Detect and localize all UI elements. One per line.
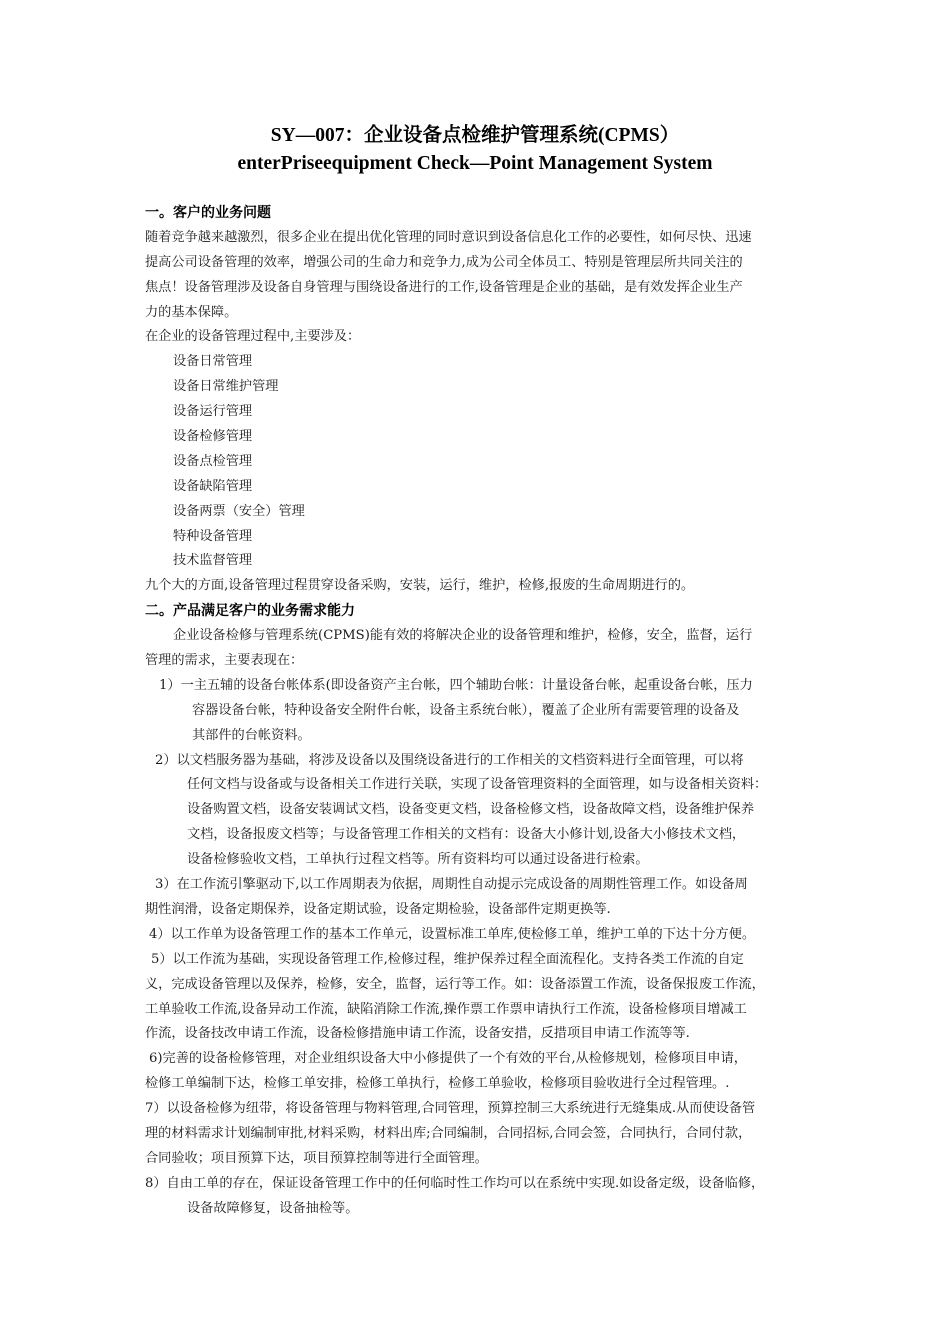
text-line: 合同验收；项目预算下达，项目预算控制等进行全面管理。 [145, 1150, 488, 1166]
text-line: 5）以工作流为基础，实现设备管理工作,检修过程，维护保养过程全面流程化。支持各类工作流的自定 [151, 951, 744, 967]
title-line-1: SY—007：企业设备点检维护管理系统(CPMS） [270, 125, 680, 146]
text-line: 设备运行管理 [173, 404, 253, 420]
text-line: 义，完成设备管理以及保养，检修，安全，监督，运行等工作。如：设备添置工作流，设备保报废工作流， [145, 976, 765, 992]
text-line: 7）以设备检修为纽带，将设备管理与物料管理,合同管理，预算控制三大系统进行无缝集成.从而使设备管 [145, 1101, 756, 1117]
text-line: 设备点检管理 [173, 453, 253, 469]
text-line: 随着竞争越来越激烈，很多企业在提出优化管理的同时意识到设备信息化工作的必要性，如何尽快、迅速 [145, 229, 752, 245]
text-line: 设备检修管理 [173, 429, 253, 445]
text-line: 企业设备检修与管理系统(CPMS)能有效的将解决企业的设备管理和维护，检修，安全，监督，运行 [173, 628, 753, 644]
text-line: 容器设备台帐，特种设备安全附件台帐，设备主系统台帐），覆盖了企业所有需要管理的设备及 [192, 702, 740, 718]
text-line: 技术监督管理 [173, 553, 253, 569]
text-line: 提高公司设备管理的效率，增强公司的生命力和竞争力,成为公司全体员工、特别是管理层所共同关注的 [145, 254, 743, 270]
text-line: 特种设备管理 [173, 528, 253, 544]
text-line: 焦点！设备管理涉及设备自身管理与围绕设备进行的工作,设备管理是企业的基础，是有效发挥企业生产 [145, 279, 743, 295]
text-line: 设备日常维护管理 [173, 379, 279, 395]
text-line: 设备缺陷管理 [173, 478, 253, 494]
text-line: 在企业的设备管理过程中,主要涉及： [145, 329, 361, 345]
title-block [0, 122, 950, 178]
text-line: 设备故障修复，设备抽检等。 [187, 1200, 359, 1216]
section-heading: 二。产品满足客户的业务需求能力 [145, 603, 355, 620]
text-line: 作流，设备技改申请工作流，设备检修措施申请工作流，设备安措，反措项目申请工作流等等. [145, 1026, 690, 1042]
text-line: 工单验收工作流,设备异动工作流，缺陷消除工作流,操作票工作票申请执行工作流，设备检修项目增减工 [145, 1001, 747, 1017]
section-heading: 一。客户的业务问题 [145, 205, 271, 221]
text-line: 1）一主五辅的设备台帐体系(即设备资产主台帐，四个辅助台帐：计量设备台帐，起重设备台帐，压力 [159, 677, 753, 693]
text-line: 力的基本保障。 [145, 304, 238, 320]
text-line: 九个大的方面,设备管理过程贯穿设备采购，安装，运行，维护，检修,报废的生命周期进行的。 [145, 578, 695, 594]
text-line: 8）自由工单的存在，保证设备管理工作中的任何临时性工作均可以在系统中实现.如设备定级，设备临修， [145, 1175, 765, 1191]
text-line: 期性润滑，设备定期保养，设备定期试验，设备定期检验，设备部件定期更换等. [145, 901, 611, 917]
text-line: 任何文档与设备或与设备相关工作进行关联，实现了设备管理资料的全面管理，如与设备相关资料： [187, 777, 768, 793]
text-line: 文档，设备报废文档等；与设备管理工作相关的文档有：设备大小修计划,设备大小修技术文档， [187, 827, 746, 843]
text-line: 6)完善的设备检修管理，对企业组织设备大中小修提供了一个有效的平台,从检修规划，检修项目申请， [149, 1051, 747, 1067]
text-line: 检修工单编制下达，检修工单安排，检修工单执行，检修工单验收，检修项目验收进行全过程管理。. [145, 1076, 730, 1092]
text-line: 设备检修验收文档，工单执行过程文档等。所有资料均可以通过设备进行检索。 [187, 852, 649, 868]
text-line: 管理的需求，主要表现在： [145, 653, 304, 669]
text-line: 其部件的台帐资料。 [192, 727, 311, 743]
text-line: 设备日常管理 [173, 354, 253, 370]
text-line: 设备两票（安全）管理 [173, 503, 305, 519]
text-line: 4）以工作单为设备管理工作的基本工作单元，设置标准工单库,使检修工单，维护工单的下达十分方便。 [149, 926, 756, 942]
text-line: 设备购置文档，设备安装调试文档，设备变更文档，设备检修文档，设备故障文档，设备维护保养 [187, 802, 755, 818]
text-line: 理的材料需求计划编制审批,材料采购，材料出库;合同编制，合同招标,合同会签，合同执行，合同付款， [145, 1125, 752, 1141]
document-body [145, 201, 825, 1222]
text-line: 3）在工作流引擎驱动下,以工作周期表为依据，周期性自动提示完成设备的周期性管理工作。如设备周 [155, 877, 748, 893]
text-line: 2）以文档服务器为基础，将涉及设备以及围绕设备进行的工作相关的文档资料进行全面管理，可以将 [155, 752, 744, 768]
title-line-2: enterPriseequipment Check—Point Management System [237, 153, 713, 174]
